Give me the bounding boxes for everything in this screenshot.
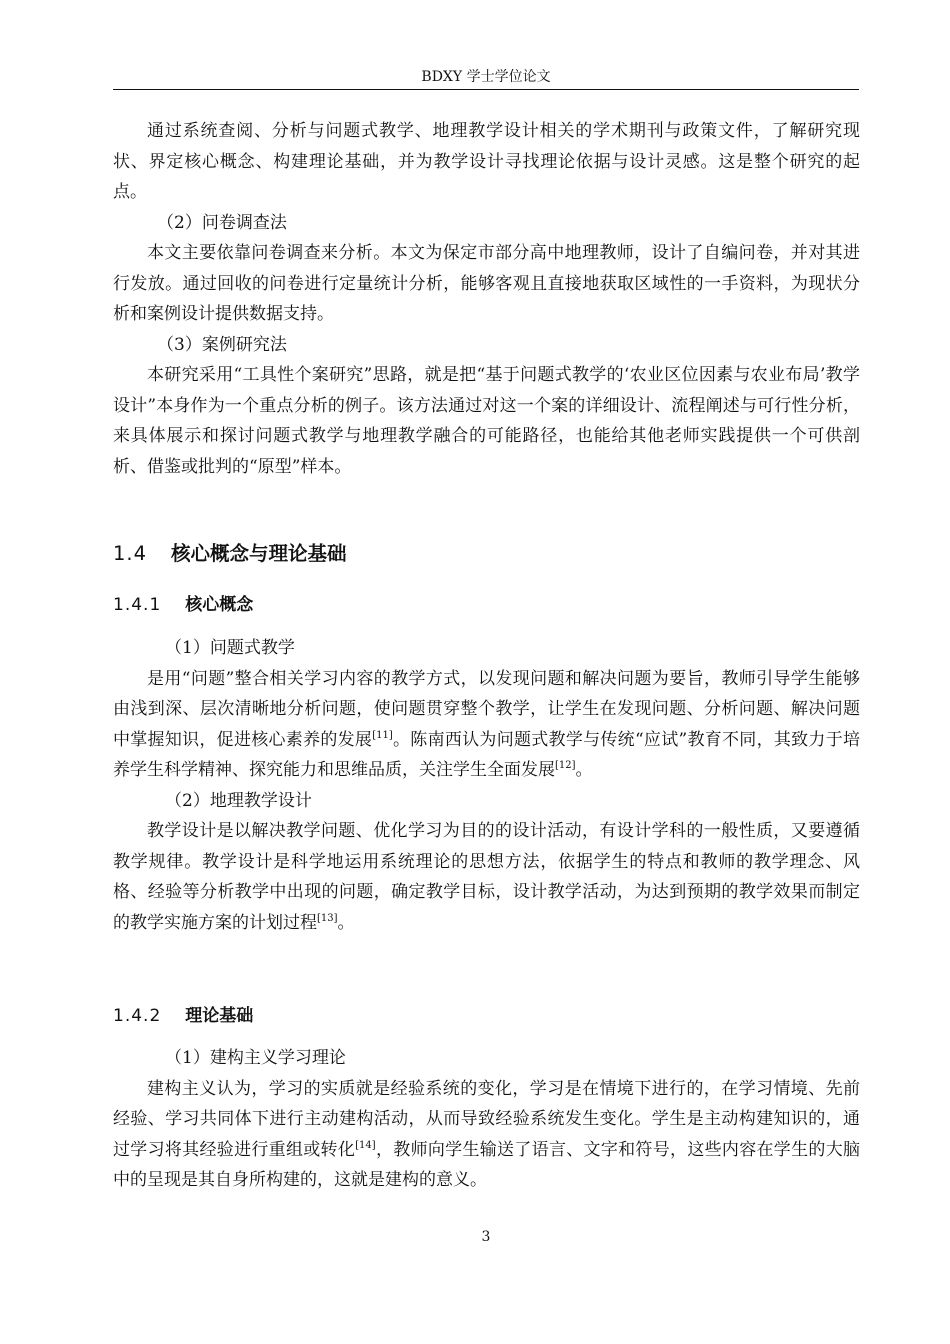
section-heading-1-4-2 <box>113 1005 253 1027</box>
text-run: 。 <box>337 912 355 933</box>
text-run: 。陈南西认为问题式教学与传统“应试”教育不同，其致力于培养学生科学精神、探究能力和思维品质，关注学生全面发展 <box>113 729 860 780</box>
section-number: 1.4.2 <box>113 1006 162 1026</box>
text-run: 是用“问题”整合相关学习内容的教学方式，以发现问题和解决问题为要旨，教师引导学生能够由浅到深、层次清晰地分析问题，使问题贯穿整个教学，让学生在发现问题、分析问题、解决问题中掌握知识，促进核心素养的发展 <box>113 668 860 750</box>
section-number: 1.4 <box>113 542 148 565</box>
text-run: 教学设计是以解决教学问题、优化学习为目的的设计活动，有设计学科的一般性质，又要遵循教学规律。教学设计是科学地运用系统理论的思想方法，依据学生的特点和教师的教学理念、风格、经验等分析教学中出现的问题，确定教学目标，设计教学活动，为达到预期的教学效果而制定的教学实施方案的计划过程 <box>113 821 860 933</box>
paragraph-questionnaire-method: 本文主要依靠问卷调查来分析。本文为保定市部分高中地理教师，设计了自编问卷，并对其进行发放。通过回收的问卷进行定量统计分析，能够客观且直接地获取区域性的一手资料，为现状分析和案例设计提供数据支持。 <box>113 243 860 324</box>
section-title: 核心概念与理论基础 <box>171 542 347 565</box>
paragraph-geography-instructional-design <box>113 816 860 938</box>
intro-block <box>113 116 860 482</box>
section-number: 1.4.1 <box>113 595 162 615</box>
text-run: 建构主义认为，学习的实质就是经验系统的变化，学习是在情境下进行的，在学习情境、先前经验、学习共同体下进行主动建构活动，从而导致经验系统发生变化。学生是主动构建知识的，通过学习将其经验进行重组或转化 <box>113 1078 860 1160</box>
paragraph-literature-method: 通过系统查阅、分析与问题式教学、地理教学设计相关的学术期刊与政策文件，了解研究现状、界定核心概念、构建理论基础，并为教学设计寻找理论依据与设计灵感。这是整个研究的起点。 <box>113 121 860 202</box>
citation-12: [12] <box>555 760 576 771</box>
subheading-constructivism: （1）建构主义学习理论 <box>165 1048 346 1068</box>
section-title: 理论基础 <box>185 1006 254 1026</box>
citation-14: [14] <box>355 1139 376 1151</box>
running-header: BDXY 学士学位论文 <box>421 69 551 85</box>
paragraph-constructivism <box>113 1074 860 1196</box>
citation-11: [11] <box>372 729 393 741</box>
text-run: 。 <box>575 760 593 780</box>
page-number: 3 <box>481 1229 491 1245</box>
header-rule <box>113 89 859 90</box>
paragraph-case-study-method: 本研究采用“工具性个案研究”思路，就是把“基于问题式教学的‘农业区位因素与农业布局’教学设计”本身作为一个重点分析的例子。该方法通过对这一个案的详细设计、流程阐述与可行性分析，来具体展示和探讨问题式教学与地理教学融合的可能路径，也能给其他老师实践提供一个可供剖析、借鉴或批判的“原型”样本。 <box>113 365 860 477</box>
theoretical-basis-block <box>113 1043 860 1196</box>
subheading-case-study-method: （3）案例研究法 <box>157 334 287 355</box>
subheading-problem-based-teaching: （1）问题式教学 <box>165 638 295 658</box>
citation-13: [13] <box>317 912 338 924</box>
text-run: ，教师向学生输送了语言、文字和符号，这些内容在学生的大脑中的呈现是其自身所构建的，这就是建构的意义。 <box>113 1139 860 1190</box>
section-title: 核心概念 <box>185 595 254 615</box>
paragraph-problem-based-teaching <box>113 664 860 786</box>
section-heading-1-4-1 <box>113 594 253 616</box>
section-heading-1-4 <box>113 542 347 566</box>
subheading-geography-instructional-design: （2）地理教学设计 <box>165 790 312 811</box>
subheading-questionnaire-method: （2）问卷调查法 <box>157 212 287 233</box>
core-concepts-block <box>113 633 860 938</box>
